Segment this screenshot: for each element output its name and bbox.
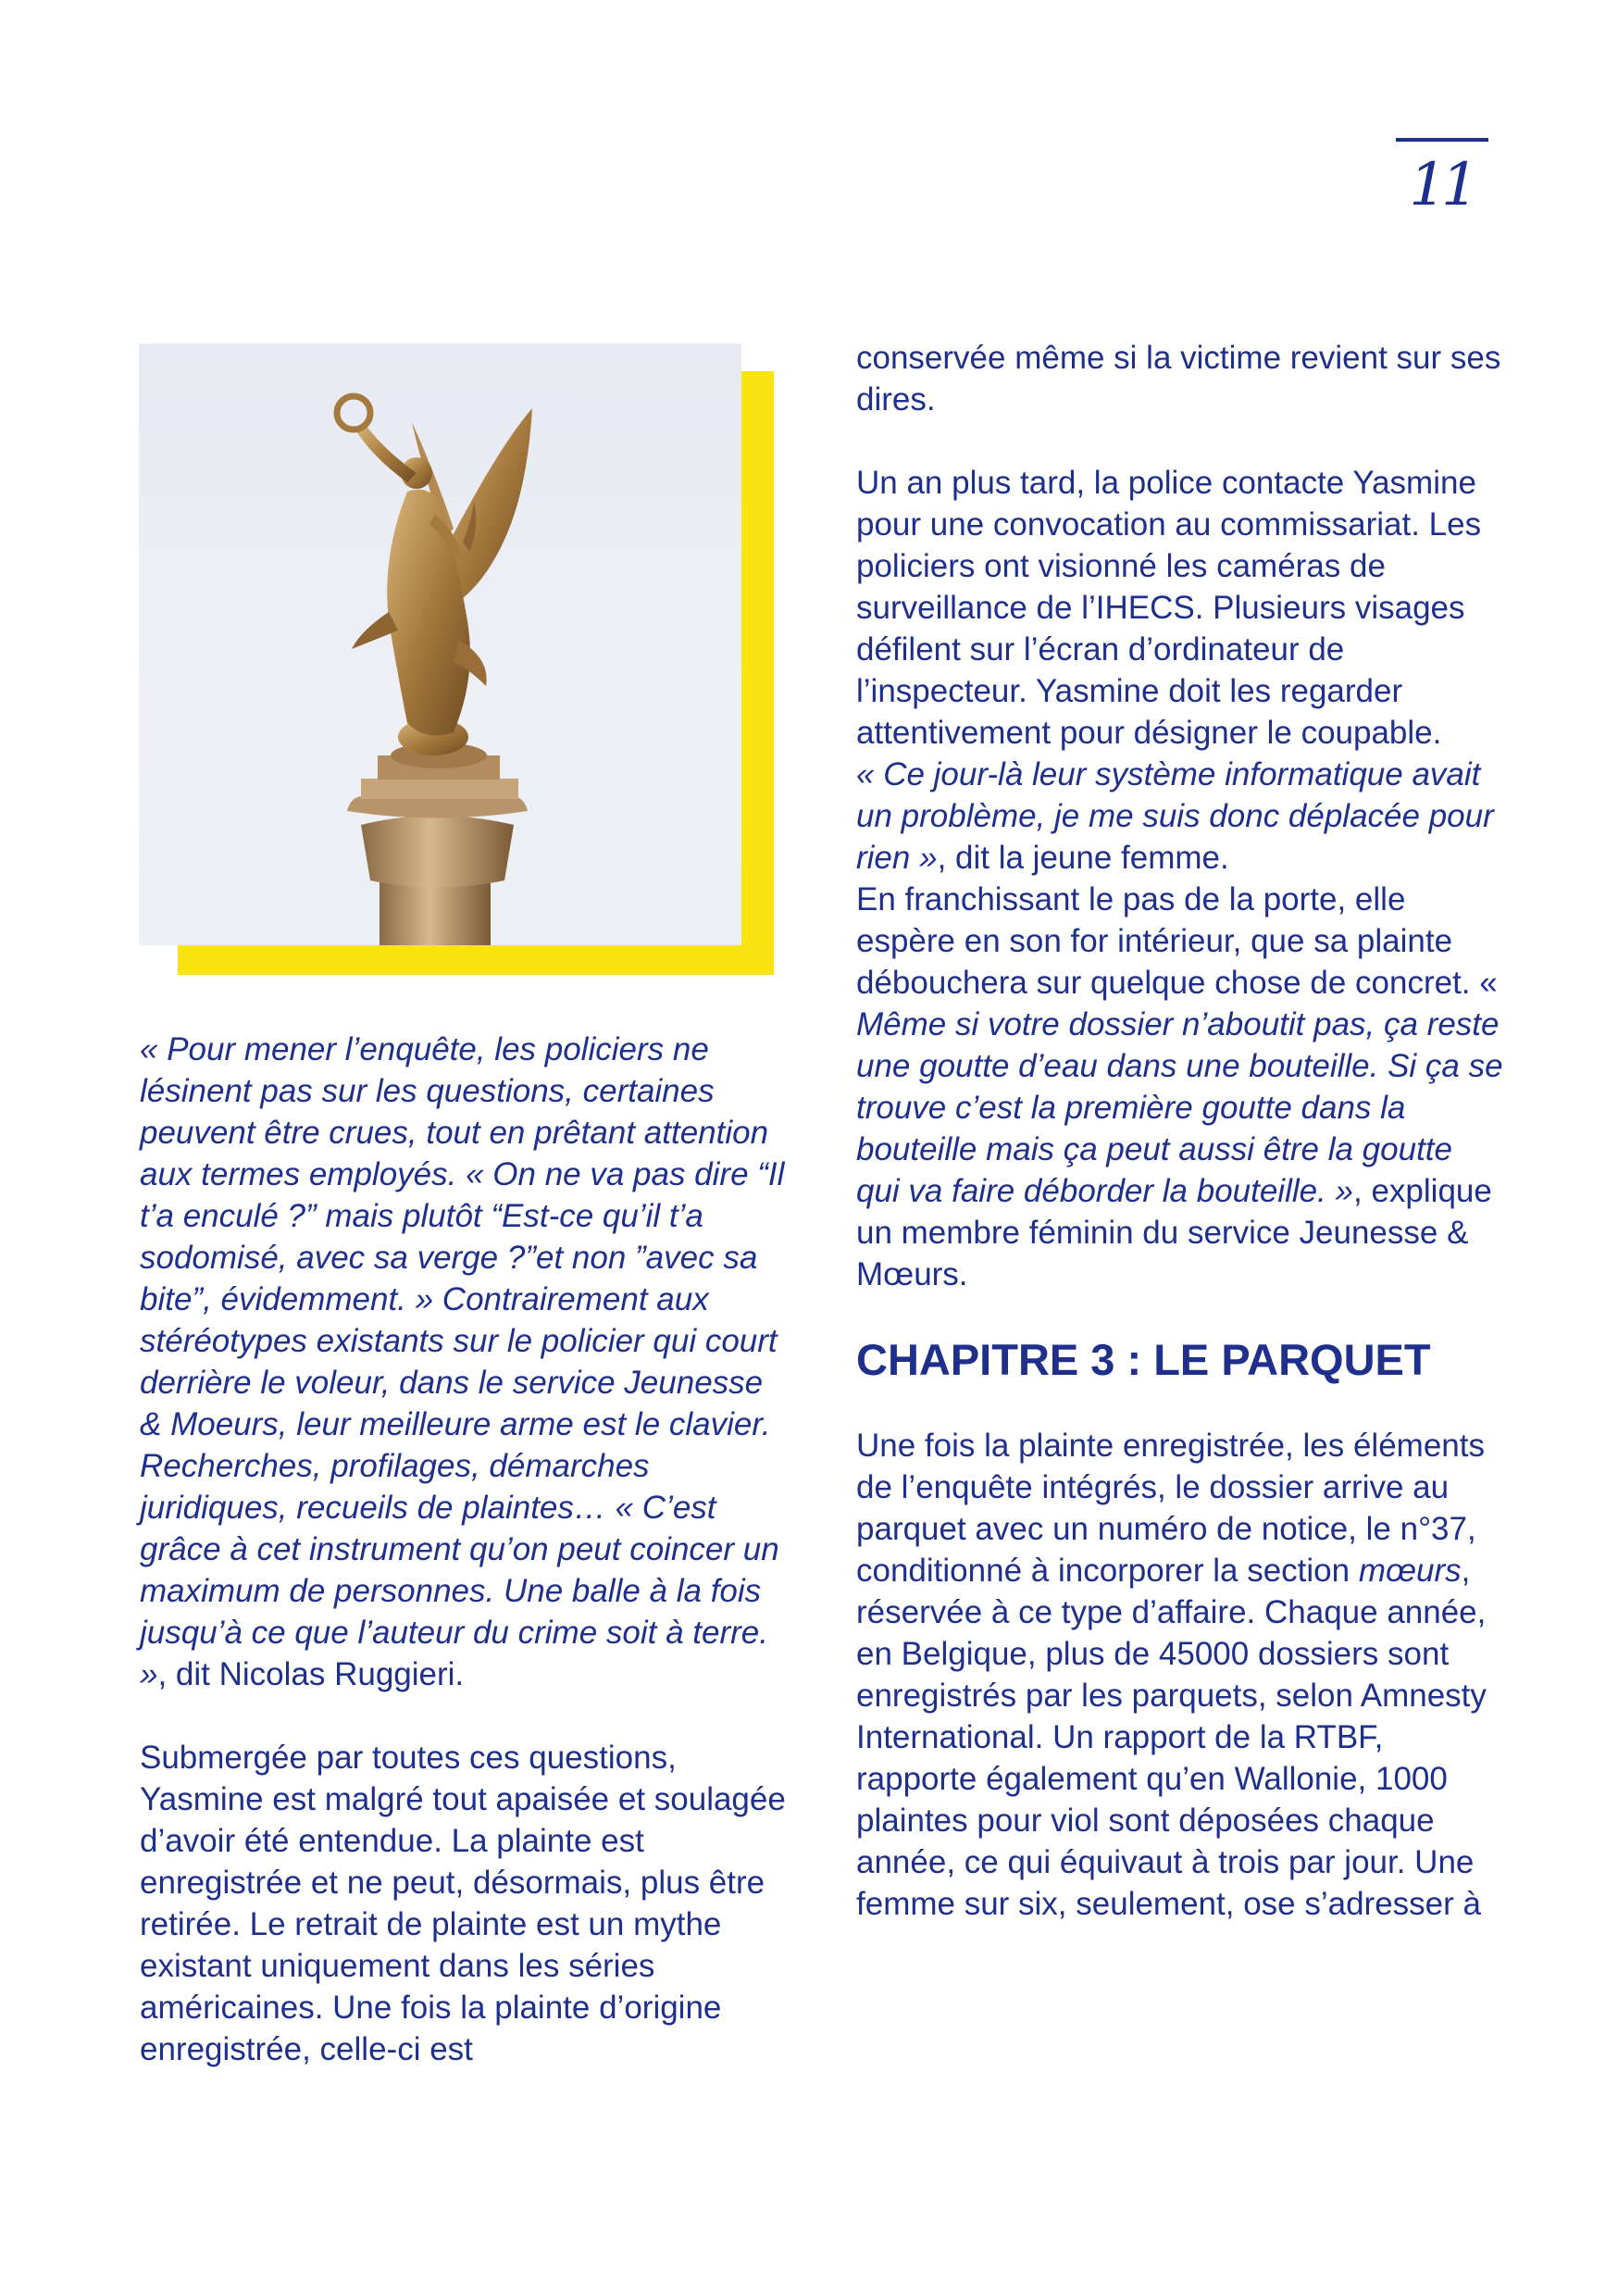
left-paragraph-quote <box>140 1029 788 1695</box>
quote-drop-text: Même si votre dossier n’aboutit pas, ça reste une goutte d’eau dans une bouteille. Si ça se trouve c’est la première goutte dans la bouteille mais ça peut aussi être la goutte qui va faire déborder la bouteille. » <box>856 1006 1503 1209</box>
quote-drop-attribution: , explique un membre féminin du service Jeunesse & Mœurs. <box>856 1173 1492 1292</box>
quote-attribution: , dit Nicolas Ruggieri. <box>157 1656 465 1692</box>
right-column <box>856 337 1504 1925</box>
chapter-heading: CHAPITRE 3 : LE PARQUET <box>856 1335 1431 1384</box>
victory-statue-photo <box>139 343 741 945</box>
right-paragraph-continuation: conservée même si la victime revient sur ses dires. <box>856 340 1501 418</box>
left-column <box>140 1029 788 2070</box>
right-paragraph-convocation: Un an plus tard, la police contacte Yasmine pour une convocation au commissariat. Les policiers ont visionné les caméras de surveillance de l’IHECS. Plusieurs visages défilent sur l’écran d’ordinateur de l’inspecteur. Yasmine doit les regarder attentivement pour désigner le coupable. <box>856 465 1482 751</box>
quote-system-attribution: , dit la jeune femme. <box>937 840 1229 876</box>
parquet-text-end: , réservée à ce type d’affaire. Chaque année, en Belgique, plus de 45000 dossiers sont enregistrés par les parquets, selon Amnesty International. Un rapport de la RTBF, rapporte également qu’en Wallonie, 1000 plaintes pour viol sont déposées chaque année, ce qui équivaut à trois par jour. Une femme sur six, seulement, ose s’adresser à <box>856 1553 1487 1922</box>
hope-intro: En franchissant le pas de la porte, elle espère en son for intérieur, que sa plainte débouchera sur quelque chose de concret. « <box>856 881 1498 1001</box>
parquet-section-term: mœurs <box>1358 1553 1462 1589</box>
statue-figure <box>139 343 778 979</box>
parquet-text-start: Une fois la plainte enregistrée, les éléments de l’enquête intégrés, le dossier arrive au parquet avec un numéro de notice, le n°37, conditionné à incorporer la section <box>856 1428 1485 1589</box>
left-paragraph-complaint: Submergée par toutes ces questions, Yasmine est malgré tout apaisée et soulagée d’avoir été entendue. La plainte est enregistrée et ne peut, désormais, plus être retirée. Le retrait de plainte est un mythe existant uniquement dans les séries américaines. Une fois la plainte d’origine enregistrée, celle-ci est <box>140 1740 786 2067</box>
right-paragraph-hope <box>856 879 1504 1295</box>
quote-system-text: « Ce jour-là leur système informatique avait un problème, je me suis donc déplacée pour rien » <box>856 756 1494 876</box>
page-number: 11 <box>1409 151 1474 219</box>
right-paragraph-parquet <box>856 1425 1504 1925</box>
right-paragraph-quote <box>856 754 1504 879</box>
quote-police-text: « Pour mener l’enquête, les policiers ne lésinent pas sur les questions, certaines peuvent être crues, tout en prêtant attention aux termes employés. « On ne va pas dire “Il t’a enculé ?” mais plutôt “Est-ce qu’il t’a sodomisé, avec sa verge ?”et non ”avec sa bite”, évidemment. » Contrairement aux stéréotypes existants sur le policier qui court derrière le voleur, dans le service Jeunesse & Moeurs, leur meilleure arme est le clavier. Recherches, profilages, démarches juridiques, recueils de plaintes… « C’est grâce à cet instrument qu’on peut coincer un maximum de personnes. Une balle à la fois jusqu’à ce que l’auteur du crime soit à terre. » <box>140 1031 785 1692</box>
victory-statue-icon <box>139 343 741 945</box>
page-number-rule <box>1396 138 1488 142</box>
